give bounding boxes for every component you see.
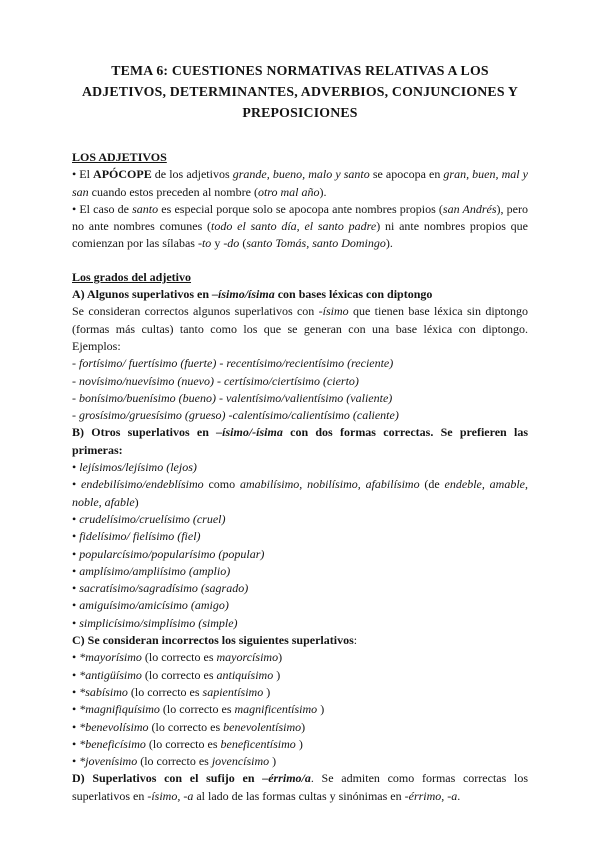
text-segment: amiguísimo/amicísimo (amigo) xyxy=(79,598,229,613)
list-item xyxy=(72,511,528,528)
text-segment: santo Tomás, santo Domingo xyxy=(246,236,386,251)
text-segment: • xyxy=(72,684,80,699)
text-segment: jovencísimo xyxy=(211,754,270,769)
paragraph xyxy=(72,632,528,649)
text-segment: magnificentísimo xyxy=(234,702,318,717)
text-segment: –ísimo/ísima xyxy=(212,287,275,302)
text-segment: - novísimo/nuevísimo (nuevo) - certísimo/ciertísimo (cierto) xyxy=(72,373,359,388)
text-segment: *jovenísimo xyxy=(79,754,138,769)
text-segment: (lo correcto es xyxy=(145,736,221,751)
text-segment: y xyxy=(211,236,224,251)
text-segment: • xyxy=(72,719,80,734)
list-item xyxy=(72,580,528,597)
text-segment: D) Superlativos con el sufijo en xyxy=(72,771,263,786)
list-item xyxy=(72,701,528,718)
text-segment: popularcísimo/popularísimo (popular) xyxy=(79,546,265,561)
text-segment: endebilísimo/endeblísimo xyxy=(81,477,204,492)
text-segment: ), pero no ante nombres comunes ( xyxy=(72,201,529,234)
text-segment: • xyxy=(72,581,80,596)
text-segment: • xyxy=(72,598,80,613)
text-segment: (lo correcto es xyxy=(148,719,224,734)
text-segment: - bonísimo/buenísimo (bueno) - valentísimo/valientísimo (valiente) xyxy=(72,390,393,405)
list-item xyxy=(72,407,528,424)
text-segment: antiquísimo xyxy=(216,667,274,682)
text-segment: • xyxy=(72,460,80,475)
text-segment: (lo correcto es xyxy=(137,754,212,769)
list-item xyxy=(72,546,528,563)
text-segment: *antigüísimo xyxy=(79,667,142,682)
section-heading xyxy=(72,149,528,166)
text-segment: santo xyxy=(132,201,159,216)
text-segment: : xyxy=(353,633,358,648)
document-title-line: TEMA 6: CUESTIONES NORMATIVAS RELATIVAS A LOS xyxy=(111,63,489,78)
paragraph xyxy=(72,770,528,805)
text-segment: –érrimo/a xyxy=(262,771,311,786)
text-segment: • xyxy=(72,667,80,682)
text-segment: • xyxy=(72,615,80,630)
text-segment: • xyxy=(72,546,80,561)
document-title-line: ADJETIVOS, DETERMINANTES, ADVERBIOS, CONJUNCIONES Y xyxy=(81,84,519,99)
text-segment: ) xyxy=(278,650,283,665)
text-segment: como xyxy=(203,477,240,492)
text-segment: sacratísimo/sagradísimo (sagrado) xyxy=(79,581,249,596)
text-segment: • xyxy=(72,477,82,492)
text-segment: ( xyxy=(239,236,247,251)
text-segment: *sabísimo xyxy=(79,684,128,699)
list-item xyxy=(72,528,528,545)
text-segment: amabilísimo, nobilísimo, afabilísimo xyxy=(239,477,420,492)
list-item xyxy=(72,684,528,701)
list-item xyxy=(72,649,528,666)
text-segment: (lo correcto es xyxy=(141,667,217,682)
text-segment: (lo correcto es xyxy=(127,684,203,699)
text-segment: . xyxy=(457,788,461,803)
list-item xyxy=(72,355,528,372)
text-segment: de los adjetivos xyxy=(151,167,233,182)
paragraph xyxy=(72,286,528,303)
text-segment: ) xyxy=(295,736,303,751)
list-item xyxy=(72,753,528,770)
text-segment: que tienen base léxica sin diptongo (formas más cultas) tanto como los que se generan con una base léxica con diptongo. Ejemplos: xyxy=(72,304,528,353)
text-segment: A) Algunos superlativos en xyxy=(72,287,213,302)
text-segment: LOS ADJETIVOS xyxy=(72,150,167,164)
text-segment: • xyxy=(72,736,80,751)
paragraph xyxy=(72,424,528,459)
text-segment: . Se admiten como formas correctas los superlativos en xyxy=(72,771,528,803)
list-item xyxy=(72,615,528,632)
document-title-line: PREPOSICIONES xyxy=(242,105,358,120)
list-item xyxy=(72,736,528,753)
text-segment: –ísimo/-ísima xyxy=(216,425,283,440)
list-item xyxy=(72,390,528,407)
text-segment: C) Se consideran incorrectos los siguientes superlativos xyxy=(72,633,354,648)
text-segment: amplísimo/ampliísimo (amplio) xyxy=(79,563,231,578)
text-segment: -ísimo xyxy=(318,304,349,319)
text-segment: • xyxy=(72,529,80,544)
text-segment: *beneficísimo xyxy=(79,736,146,751)
text-segment: con dos formas correctas. Se prefieren las primeras: xyxy=(72,425,528,457)
text-segment: - fortísimo/ fuertísimo (fuerte) - recentísimo/recientísimo (reciente) xyxy=(72,356,394,371)
text-segment: (lo correcto es xyxy=(159,702,235,717)
text-segment: es especial porque solo se apocopa ante nombres propios ( xyxy=(158,201,443,216)
text-segment: con bases léxicas con diptongo xyxy=(274,287,433,302)
text-segment: • xyxy=(72,511,80,526)
text-segment: APÓCOPE xyxy=(93,167,152,182)
list-item xyxy=(72,597,528,614)
text-segment: crudelísimo/cruelísimo (cruel) xyxy=(79,511,226,526)
text-segment: endeble, amable, noble, afable xyxy=(72,477,528,509)
text-segment: -do xyxy=(223,236,240,251)
paragraph xyxy=(72,303,528,355)
document-body xyxy=(72,149,528,805)
text-segment: gran, buen, mal y san xyxy=(72,167,528,199)
list-item xyxy=(72,373,528,390)
text-segment: mayorcísimo xyxy=(216,650,279,665)
text-segment: ) xyxy=(301,719,306,734)
section-heading xyxy=(72,269,528,286)
text-segment: todo el santo día, el santo padre xyxy=(211,219,377,234)
list-item xyxy=(72,667,528,684)
text-segment: al lado de las formas cultas y sinónimas en xyxy=(193,788,405,803)
text-segment: grande, bueno, malo y santo xyxy=(232,167,370,182)
text-segment: ). xyxy=(385,236,393,251)
text-segment: ) xyxy=(134,494,139,509)
text-segment: ) xyxy=(273,667,281,682)
list-item xyxy=(72,719,528,736)
text-segment: se apocopa en xyxy=(369,167,444,182)
text-segment: • xyxy=(72,563,80,578)
text-segment: sapientísimo xyxy=(202,684,264,699)
text-segment: Los grados del adjetivo xyxy=(72,269,192,284)
text-segment: • xyxy=(72,702,80,717)
text-segment: (de xyxy=(419,477,445,492)
list-item xyxy=(72,563,528,580)
text-segment: ) xyxy=(263,684,271,699)
text-segment: beneficentísimo xyxy=(220,736,296,751)
text-segment: san Andrés xyxy=(442,201,497,216)
text-segment: *magnifiquísimo xyxy=(79,702,160,717)
text-segment: - grosísimo/gruesísimo (grueso) -calentísimo/calientísimo (caliente) xyxy=(72,408,399,423)
text-segment: • El caso de xyxy=(72,201,133,216)
text-segment: lejísimos/lejísimo (lejos) xyxy=(79,460,197,475)
text-segment: • El xyxy=(72,167,94,182)
text-segment: ) ni ante nombres propios que comienzan por las sílabas xyxy=(72,219,529,251)
text-segment: B) Otros superlativos en xyxy=(72,425,217,440)
text-segment: cuando estos preceden al nombre ( xyxy=(88,184,258,199)
text-segment: simplicísimo/simplísimo (simple) xyxy=(79,615,238,630)
paragraph xyxy=(72,201,528,253)
text-segment: ) xyxy=(317,702,325,717)
document-title xyxy=(72,60,528,123)
text-segment: • xyxy=(72,650,80,665)
paragraph xyxy=(72,476,528,511)
text-segment: -ísimo, -a xyxy=(147,788,194,803)
text-segment: ) xyxy=(269,754,277,769)
text-segment: Se consideran correctos algunos superlativos con xyxy=(72,304,319,319)
text-segment: -to xyxy=(197,236,212,251)
text-segment: benevolentísimo xyxy=(223,719,302,734)
paragraph xyxy=(72,166,528,201)
list-item xyxy=(72,459,528,476)
text-segment: (lo correcto es xyxy=(141,650,217,665)
text-segment: ). xyxy=(319,184,327,199)
text-segment: -érrimo, -a xyxy=(404,788,458,803)
text-segment: fidelísimo/ fielísimo (fiel) xyxy=(79,529,201,544)
text-segment: *benevolísimo xyxy=(79,719,149,734)
text-segment: • xyxy=(72,754,80,769)
text-segment: otro mal año xyxy=(257,184,320,199)
text-segment: *mayorísimo xyxy=(79,650,142,665)
